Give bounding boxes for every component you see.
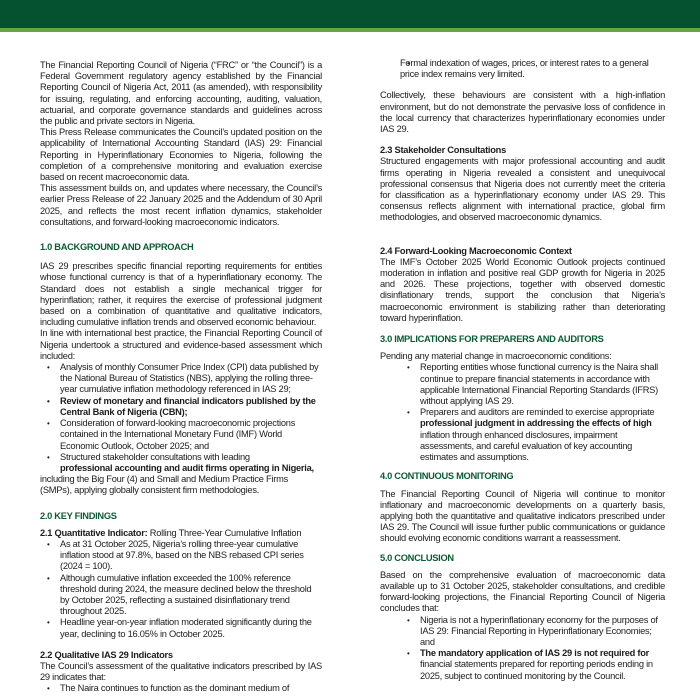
list-item: • Reporting entities whose functional currency is the Naira shall continue to prepare financial statements in accordance with applicable International Financial Reporting Standards (IFRS) without applying IAS 29. (380, 362, 665, 407)
list-item: • Headline year-on-year inflation moderated significantly during the year, declining to 16.05% in October 2025. (40, 617, 322, 639)
collectively-paragraph: Collectively, these behaviours are consistent with a high-inflation environment, but do not demonstrate the pervasive loss of confidence in the local currency that characterizes hyperinflationary economies under IAS 29. (380, 90, 665, 135)
header-banner (0, 0, 700, 28)
subsection-2-1-title (40, 528, 322, 539)
implications-list (380, 362, 665, 463)
subsection-2-3-paragraph: Structured engagements with major professional accounting and audit firms operating in Nigeria revealed a consistent and unequivocal professional consensus that Nigeria does not currently meet the criteria for classification as a hyperinflationary economy under IAS 29. This consensus reflects alignment with international practice, global firm methodologies, and observed macroeconomic dynamics. (380, 156, 665, 223)
subsection-2-4-title: 2.4 Forward-Looking Macroeconomic Context (380, 245, 572, 256)
conclusion-paragraph: Based on the comprehensive evaluation of macroeconomic data available up to 31 October 2025, stakeholder consultations, and credible forward-looking projections, the Financial Reporting Council of Nigeria concludes that: (380, 569, 665, 614)
section-heading-background: 1.0 BACKGROUND AND APPROACH (40, 242, 194, 253)
subsection-2-4-paragraph: The IMF’s October 2025 World Economic Outlook projects continued moderation in inflation and positive real GDP growth for Nigeria in 2025 and 2026. These projections, together with observed domestic disinflationary trends, support the conclusion that Nigeria’s macroeconomic environment is stabilizing rather than deteriorating toward hyperinflation. (380, 256, 665, 323)
intro-paragraph-2: This Press Release communicates the Council’s updated position on the applicability of International Accounting Standard (IAS) 29: Financial Reporting in Hyperinflationary Economies to Nigeria, following the completion of a comprehensive monitoring and evaluation exercise based on recent macroeconomic data. (40, 127, 322, 183)
section-heading-implications: 3.0 IMPLICATIONS FOR PREPARERS AND AUDITORS (380, 334, 604, 345)
list-item-text: Preparers and auditors are reminded to exercise appropriate (420, 407, 655, 418)
right-column (380, 58, 665, 682)
implications-paragraph: Pending any material change in macroeconomic conditions: (380, 351, 612, 362)
conclusion-list (380, 615, 665, 682)
list-item-text: Structured stakeholder consultations with leading (60, 451, 250, 462)
header-accent-stripe (0, 28, 700, 32)
assessment-list (40, 362, 322, 474)
list-item: • Consideration of forward-looking macroeconomic projections contained in the International Monetary Fund (IMF) World Economic Outlook, October 2025; and (40, 418, 322, 452)
list-item: • Formal indexation of wages, prices, or interest rates to a general price index remains very limited. (380, 58, 665, 80)
qualitative-list-continued (380, 58, 665, 80)
subsection-2-3-title: 2.3 Stakeholder Consultations (380, 145, 507, 156)
subsection-2-1-text: Rolling Three-Year Cumulative Inflation (147, 527, 302, 538)
list-item (380, 407, 665, 463)
list-item-text: financial statements prepared for reporting periods ending in 2025, subject to continued monitoring by the Council. (420, 659, 653, 681)
list-item: • The Naira continues to function as the dominant medium of (40, 683, 322, 694)
list-item-text: inflation through enhanced disclosures, impairment assessments, and careful evaluation of key accounting estimates and assumptions. (420, 429, 633, 463)
intro-paragraph-3: This assessment builds on, and updates where necessary, the Council’s earlier Press Release of 22 January 2025 and the Addendum of 30 April 2025, and reflects the most recent inflation dynamics, stakeholder consultations, and forward-looking macroeconomic indicators. (40, 183, 322, 227)
monitoring-paragraph: The Financial Reporting Council of Nigeria will continue to monitor inflationary and macroeconomic developments on a quarterly basis, applying both the quantitative and qualitative indicators prescribed under IAS 29. The Council will issue further public communications or guidance should evolving economic conditions warrant a reassessment. (380, 488, 665, 544)
assessment-list-tail: including the Big Four (4) and Small and Medium Practice Firms (SMPs), applying globally consistent firm methodologies. (40, 474, 289, 496)
subsection-2-1-label: 2.1 Quantitative Indicator: (40, 527, 148, 538)
qualitative-list (40, 683, 322, 694)
list-item: • Review of monetary and financial indicators published by the Central Bank of Nigeria (CBN); (40, 396, 322, 418)
quantitative-list (40, 539, 322, 640)
subsection-2-2-title: 2.2 Qualitative IAS 29 Indicators (40, 649, 173, 660)
list-item: • Although cumulative inflation exceeded the 100% reference threshold during 2024, the measure declined below the threshold by October 2025, reflecting a sustained disinflationary trend throughout 2025. (40, 573, 322, 618)
intro-paragraph-1: The Financial Reporting Council of Nigeria (“FRC” or “the Council”) is a Federal Government regulatory agency established by the Financial Reporting Council of Nigeria Act, 2011 (as amended), with responsibility for issuing, regulating, and enforcing accounting, auditing, valuation, actuarial, and corporate governance standards and guidelines across the public and private sectors in Nigeria. (40, 60, 322, 127)
subsection-2-2-paragraph: The Council’s assessment of the qualitative indicators prescribed by IAS 29 indicates that: (40, 660, 322, 683)
list-item-bold-text: professional judgment in addressing the effects of high (420, 418, 652, 429)
section-heading-key-findings: 2.0 KEY FINDINGS (40, 510, 117, 521)
list-item: • As at 31 October 2025, Nigeria’s rolling three-year cumulative inflation stood at 97.8%, based on the NBS rebased CPI series (2024 = 100). (40, 539, 322, 573)
background-paragraph-2: In line with international best practice, the Financial Reporting Council of Nigeria undertook a structured and evidence-based assessment which included: (40, 328, 322, 361)
list-item-bold-text: The mandatory application of IAS 29 is not required for (420, 648, 650, 659)
background-paragraph-1: IAS 29 prescribes specific financial reporting requirements for entities whose functional currency is that of a hyperinflationary economy. The Standard does not establish a single mechanical trigger for hyperinflation; rather, it requires the exercise of professional judgment based on a combination of quantitative and qualitative indicators, including cumulative inflation trends and observed economic behaviour. (40, 261, 322, 328)
section-heading-monitoring: 4.0 CONTINUOUS MONITORING (380, 471, 514, 482)
list-item: • Analysis of monthly Consumer Price Index (CPI) data published by the National Bureau of Statistics (NBS), applying the rolling three-year cumulative inflation methodology referenced in IAS 29; (40, 362, 322, 396)
list-item-bold-text: professional accounting and audit firms operating in Nigeria, (60, 462, 314, 473)
section-heading-conclusion: 5.0 CONCLUSION (380, 552, 454, 563)
left-column (40, 60, 322, 695)
list-item: • Nigeria is not a hyperinflationary economy for the purposes of IAS 29: Financial Reporting in Hyperinflationary Economies; and (380, 615, 665, 649)
list-item (380, 648, 665, 682)
list-item (40, 452, 322, 474)
